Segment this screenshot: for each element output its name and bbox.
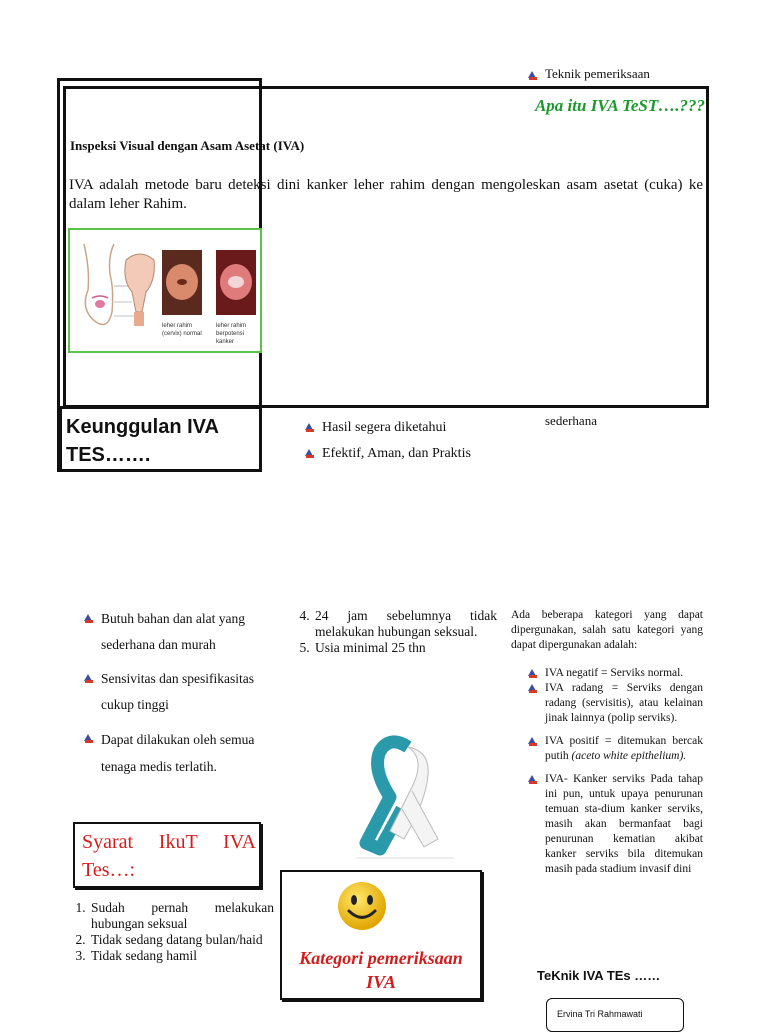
caption-cancer: leher rahim berpotensi kanker: [216, 323, 247, 345]
list-item: IVA radang = Serviks dengan radang (servisitis), atau kelainan jinak lainnya (polip serviks).: [528, 681, 703, 726]
list-item: 2. Tidak sedang datang bulan/haid: [89, 932, 274, 948]
list-item: Efektif, Aman, dan Praktis: [305, 446, 471, 462]
author-name: Ervina Tri Rahmawati: [557, 1009, 643, 1019]
list-item: 4. 24 jam sebelumnya tidak melakukan hubungan seksual.: [313, 608, 497, 640]
list-item: IVA positif = ditemukan bercak putih (aceto white epithelium).: [528, 734, 703, 764]
kategori-title: Kategori pemeriksaan IVA: [299, 948, 463, 992]
bullet-icon: [528, 71, 537, 80]
list-item: 3. Tidak sedang hamil: [89, 948, 274, 964]
bullet-icon: [528, 669, 537, 678]
awareness-ribbon-icon: [350, 735, 460, 860]
teknik-title: TeKnik IVA TEs ……: [537, 968, 661, 983]
bullet-icon: [84, 614, 93, 623]
list-item: IVA negatif = Serviks normal.: [528, 666, 703, 681]
list-item: 1. Sudah pernah melakukan hubungan seksual: [89, 900, 274, 932]
bullet-icon: [528, 737, 537, 746]
left-benefits-list: [84, 606, 264, 780]
inspeksi-heading: Inspeksi Visual dengan Asam Asetat (IVA): [70, 138, 305, 153]
syarat-list: [71, 900, 274, 964]
kategori-intro: Ada beberapa kategori yang dapat dipergunakan, salah satu kategori yang dapat dipergunakan adalah:: [511, 609, 703, 651]
bullet-icon: [84, 734, 93, 743]
kategori-list: [528, 666, 703, 877]
list-item: Hasil segera diketahui: [305, 420, 471, 446]
smiley-icon: [336, 880, 388, 932]
bullet-icon: [84, 674, 93, 683]
caption-normal: leher rahim (cervix) normal: [162, 323, 202, 337]
keunggulan-list: [305, 420, 471, 462]
sederhana-fragment: sederhana: [545, 413, 597, 428]
list-item: 5. Usia minimal 25 thn: [313, 640, 497, 656]
cervix-illustration: [68, 228, 262, 353]
apa-title: Apa itu IVA TeST….???: [534, 96, 705, 115]
mid-syarat-list: [295, 608, 497, 656]
top-bullet-teknik: [528, 66, 650, 82]
author-box: [546, 998, 684, 1032]
bullet-icon: [528, 684, 537, 693]
top-bullet-label: Teknik pemeriksaan: [545, 66, 650, 81]
bullet-icon: [305, 449, 314, 458]
bullet-icon: [305, 423, 314, 432]
list-item: IVA- Kanker serviks Pada tahap ini pun, untuk upaya penurunan temuan sta-dium kanker serviks, masih akan bermanfaat bagi penurunan kematian akibat kanker serviks bila ditemukan masih pada stadium invasif dini: [528, 772, 703, 877]
iva-description: IVA adalah metode baru deteksi dini kanker leher rahim dengan mengoleskan asam asetat (cuka) ke dalam leher Rahim.: [69, 177, 703, 212]
bullet-icon: [528, 775, 537, 784]
keunggulan-title: Keunggulan IVA TES…….: [66, 416, 219, 466]
list-item: Butuh bahan dan alat yang sederhana dan murah: [84, 606, 264, 658]
list-item: Dapat dilakukan oleh semua tenaga medis terlatih.: [84, 726, 264, 780]
syarat-title: Syarat IkuT IVA Tes…:: [82, 831, 256, 881]
list-item: Sensivitas dan spesifikasitas cukup tinggi: [84, 666, 264, 718]
